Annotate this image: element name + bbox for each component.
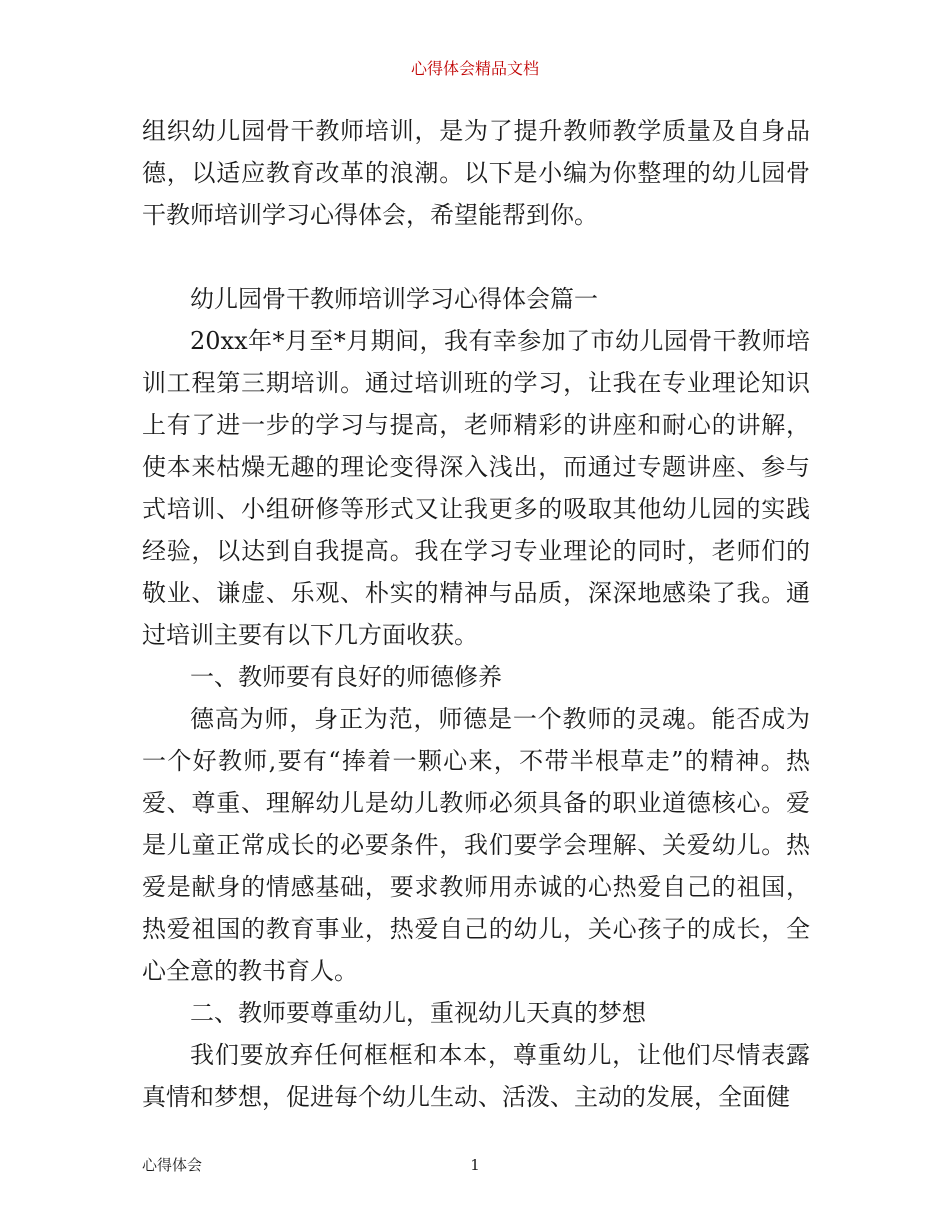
paragraph-1: 20xx年*月至*月期间，我有幸参加了市幼儿园骨干教师培训工程第三期培训。通过培训班的学习，让我在专业理论知识上有了进一步的学习与提高，老师精彩的讲座和耐心的讲解，使本来枯燥无趣的理论变得深入浅出，而通过专题讲座、参与式培训、小组研修等形式又让我更多的吸取其他幼儿园的实践经验，以达到自我提高。我在学习专业理论的同时，老师们的敬业、谦虚、乐观、朴实的精神与品质，深深地感染了我。通过培训主要有以下几方面收获。 xyxy=(142,327,810,649)
intro-paragraph: 组织幼儿园骨干教师培训，是为了提升教师教学质量及自身品德，以适应教育改革的浪潮。以下是小编为你整理的幼儿园骨干教师培训学习心得体会，希望能帮到你。 xyxy=(142,117,810,229)
paragraph-3: 我们要放弃任何框框和本本，尊重幼儿，让他们尽情表露真情和梦想，促进每个幼儿生动、活泼、主动的发展，全面健 xyxy=(142,1041,810,1111)
footer-label: 心得体会 xyxy=(142,1156,203,1174)
paragraph-2: 德高为师，身正为范，师德是一个教师的灵魂。能否成为一个好教师,要有“捧着一颗心来，不带半根草走”的精神。热爱、尊重、理解幼儿是幼儿教师必须具备的职业道德核心。爱是儿童正常成长的必要条件，我们要学会理解、关爱幼儿。热爱是献身的情感基础，要求教师用赤诚的心热爱自己的祖国，热爱祖国的教育事业，热爱自己的幼儿，关心孩子的成长，全心全意的教书育人。 xyxy=(142,705,810,985)
page-number: 1 xyxy=(470,1156,480,1174)
paragraph-spacer xyxy=(142,236,810,278)
section-title: 幼儿园骨干教师培训学习心得体会篇一 xyxy=(190,285,598,313)
heading-2: 二、教师要尊重幼儿，重视幼儿天真的梦想 xyxy=(190,999,646,1027)
heading-1: 一、教师要有良好的师德修养 xyxy=(190,663,502,691)
document-body xyxy=(142,110,810,1118)
page-header-title: 心得体会精品文档 xyxy=(410,59,539,78)
